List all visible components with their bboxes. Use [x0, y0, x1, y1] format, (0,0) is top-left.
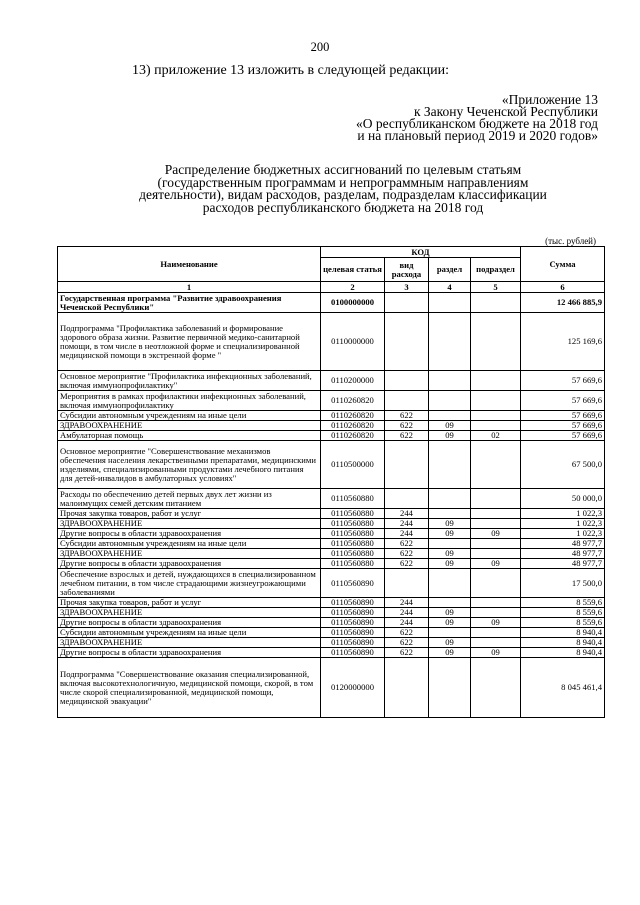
- column-number: 6: [521, 282, 605, 293]
- header-name: Наименование: [58, 247, 321, 282]
- row-subsection-cell: [471, 539, 521, 549]
- row-target-code-cell: 0110560890: [321, 628, 385, 638]
- row-target-code-cell: 0110560890: [321, 569, 385, 598]
- row-sum-cell: 8 940,4: [521, 648, 605, 658]
- row-subsection-cell: [471, 489, 521, 509]
- column-number: 2: [321, 282, 385, 293]
- row-subsection-cell: [471, 391, 521, 411]
- row-sum-cell: 8 559,6: [521, 618, 605, 628]
- row-section-cell: 09: [429, 549, 471, 559]
- column-number: 5: [471, 282, 521, 293]
- page-number: 200: [310, 40, 330, 54]
- heading-line: деятельности), видам расходов, разделам, подразделам классификации: [139, 187, 547, 202]
- row-expense-type-cell: 622: [385, 648, 429, 658]
- row-expense-type-cell: 244: [385, 519, 429, 529]
- row-name-cell: Расходы по обеспечению детей первых двух лет жизни из малоимущих семей детским питанием: [58, 489, 321, 509]
- row-target-code-cell: 0110560880: [321, 559, 385, 569]
- row-section-cell: 09: [429, 421, 471, 431]
- header-kod: КОД: [321, 247, 521, 258]
- row-section-cell: 09: [429, 559, 471, 569]
- row-section-cell: 09: [429, 519, 471, 529]
- row-target-code-cell: 0100000000: [321, 293, 385, 313]
- row-section-cell: [429, 489, 471, 509]
- row-sum-cell: 57 669,6: [521, 421, 605, 431]
- row-name-cell: Государственная программа "Развитие здравоохранения Чеченской Республики": [58, 293, 321, 313]
- row-name-cell: Другие вопросы в области здравоохранения: [58, 618, 321, 628]
- row-expense-type-cell: 622: [385, 411, 429, 421]
- row-subsection-cell: 09: [471, 559, 521, 569]
- row-sum-cell: 12 466 885,9: [521, 293, 605, 313]
- row-subsection-cell: [471, 598, 521, 608]
- row-subsection-cell: [471, 421, 521, 431]
- row-expense-type-cell: 622: [385, 431, 429, 441]
- header-target-article: целевая статья: [321, 258, 385, 282]
- row-target-code-cell: 0110560880: [321, 519, 385, 529]
- appendix-line: «Приложение 13: [501, 92, 598, 107]
- table-row: [58, 371, 605, 391]
- row-section-cell: [429, 391, 471, 411]
- row-name-cell: Другие вопросы в области здравоохранения: [58, 559, 321, 569]
- row-name-cell: Амбулаторная помощь: [58, 431, 321, 441]
- appendix-line: и на плановый период 2019 и 2020 годов»: [357, 128, 598, 143]
- row-expense-type-cell: [385, 489, 429, 509]
- row-expense-type-cell: [385, 441, 429, 489]
- table-row: [58, 638, 605, 648]
- row-expense-type-cell: 622: [385, 559, 429, 569]
- row-sum-cell: 1 022,3: [521, 519, 605, 529]
- row-sum-cell: 57 669,6: [521, 391, 605, 411]
- row-name-cell: ЗДРАВООХРАНЕНИЕ: [58, 608, 321, 618]
- row-name-cell: ЗДРАВООХРАНЕНИЕ: [58, 421, 321, 431]
- row-name-cell: Обеспечение взрослых и детей, нуждающихся в специализированном лечебном питании, в том числе страдающими жизнеугрожающими заболеваниями: [58, 569, 321, 598]
- row-section-cell: 09: [429, 431, 471, 441]
- table-row: [58, 628, 605, 638]
- row-target-code-cell: 0110260820: [321, 421, 385, 431]
- row-expense-type-cell: 622: [385, 628, 429, 638]
- table-row: [58, 519, 605, 529]
- row-subsection-cell: [471, 628, 521, 638]
- row-expense-type-cell: [385, 313, 429, 371]
- row-expense-type-cell: 244: [385, 529, 429, 539]
- table-row: [58, 559, 605, 569]
- row-section-cell: [429, 441, 471, 489]
- row-sum-cell: 125 169,6: [521, 313, 605, 371]
- table-row: [58, 509, 605, 519]
- row-expense-type-cell: 622: [385, 638, 429, 648]
- row-section-cell: 09: [429, 638, 471, 648]
- row-target-code-cell: 0110560880: [321, 529, 385, 539]
- table-row: [58, 421, 605, 431]
- heading-line: (государственным программам и непрограммным направлениям: [157, 174, 529, 190]
- row-target-code-cell: 0110500000: [321, 441, 385, 489]
- row-subsection-cell: [471, 658, 521, 718]
- table-row: [58, 598, 605, 608]
- row-name-cell: Субсидии автономным учреждениям на иные цели: [58, 539, 321, 549]
- row-target-code-cell: 0110560880: [321, 509, 385, 519]
- row-target-code-cell: 0110560890: [321, 638, 385, 648]
- row-subsection-cell: 09: [471, 648, 521, 658]
- row-expense-type-cell: 244: [385, 618, 429, 628]
- row-name-cell: Прочая закупка товаров, работ и услуг: [58, 598, 321, 608]
- row-name-cell: Основное мероприятие "Профилактика инфекционных заболеваний, включая иммунопрофилактику": [58, 371, 321, 391]
- header-subsection: подраздел: [471, 258, 521, 282]
- row-target-code-cell: 0110560880: [321, 539, 385, 549]
- row-expense-type-cell: [385, 569, 429, 598]
- row-subsection-cell: [471, 441, 521, 489]
- header-section: раздел: [429, 258, 471, 282]
- row-subsection-cell: [471, 569, 521, 598]
- table-row: [58, 539, 605, 549]
- row-target-code-cell: 0110560880: [321, 489, 385, 509]
- row-subsection-cell: [471, 411, 521, 421]
- row-sum-cell: 57 669,6: [521, 371, 605, 391]
- row-subsection-cell: [471, 519, 521, 529]
- row-expense-type-cell: 244: [385, 509, 429, 519]
- row-name-cell: Подпрограмма "Совершенствование оказания специализированной, включая высокотехнологичную, медицинской помощи, скорой, в том числе скорой специализированной, медицинской помощи, медицинской эвакуации": [58, 658, 321, 718]
- row-section-cell: [429, 509, 471, 519]
- table-row: [58, 569, 605, 598]
- row-sum-cell: 50 000,0: [521, 489, 605, 509]
- unit-note: (тыс. рублей): [545, 236, 596, 246]
- row-expense-type-cell: [385, 658, 429, 718]
- row-target-code-cell: 0110260820: [321, 411, 385, 421]
- row-subsection-cell: [471, 313, 521, 371]
- row-section-cell: [429, 598, 471, 608]
- row-name-cell: ЗДРАВООХРАНЕНИЕ: [58, 519, 321, 529]
- table-row: [58, 529, 605, 539]
- table-row: [58, 293, 605, 313]
- table-row: [58, 658, 605, 718]
- row-section-cell: [429, 539, 471, 549]
- table-body: [58, 293, 605, 718]
- row-target-code-cell: 0110560890: [321, 608, 385, 618]
- row-name-cell: ЗДРАВООХРАНЕНИЕ: [58, 638, 321, 648]
- row-expense-type-cell: [385, 371, 429, 391]
- header-expense-type: вид расхода: [385, 258, 429, 282]
- row-sum-cell: 48 977,7: [521, 549, 605, 559]
- row-subsection-cell: [471, 509, 521, 519]
- row-subsection-cell: [471, 638, 521, 648]
- row-expense-type-cell: 622: [385, 421, 429, 431]
- column-number: 3: [385, 282, 429, 293]
- row-section-cell: 09: [429, 529, 471, 539]
- table-row: [58, 618, 605, 628]
- row-sum-cell: 8 940,4: [521, 638, 605, 648]
- table-row: [58, 608, 605, 618]
- row-sum-cell: 1 022,3: [521, 529, 605, 539]
- row-subsection-cell: [471, 293, 521, 313]
- heading-line: Распределение бюджетных ассигнований по целевым статьям: [164, 162, 522, 177]
- row-section-cell: [429, 293, 471, 313]
- row-target-code-cell: 0110000000: [321, 313, 385, 371]
- row-expense-type-cell: 622: [385, 539, 429, 549]
- row-name-cell: Субсидии автономным учреждениям на иные цели: [58, 628, 321, 638]
- row-section-cell: [429, 371, 471, 391]
- row-expense-type-cell: 244: [385, 608, 429, 618]
- row-subsection-cell: 09: [471, 618, 521, 628]
- row-name-cell: Подпрограмма "Профилактика заболеваний и формирование здорового образа жизни. Развитие первичной медико-санитарной помощи, в том числе в неотложной форме и специализированной медицинской помощи в экстренной форме ": [58, 313, 321, 371]
- table-row: [58, 313, 605, 371]
- table-row: [58, 648, 605, 658]
- row-section-cell: 09: [429, 618, 471, 628]
- row-section-cell: 09: [429, 648, 471, 658]
- row-expense-type-cell: [385, 293, 429, 313]
- row-sum-cell: 17 500,0: [521, 569, 605, 598]
- appendix-reference: [356, 94, 598, 142]
- row-name-cell: Субсидии автономным учреждениям на иные цели: [58, 411, 321, 421]
- row-expense-type-cell: [385, 391, 429, 411]
- row-expense-type-cell: 244: [385, 598, 429, 608]
- row-section-cell: [429, 628, 471, 638]
- row-sum-cell: 48 977,7: [521, 559, 605, 569]
- table-row: [58, 489, 605, 509]
- appendix-line: «О республиканском бюджете на 2018 год: [355, 116, 598, 131]
- row-name-cell: Другие вопросы в области здравоохранения: [58, 648, 321, 658]
- amendment-instruction: 13) приложение 13 изложить в следующей редакции:: [132, 63, 449, 78]
- table-row: [58, 441, 605, 489]
- row-target-code-cell: 0120000000: [321, 658, 385, 718]
- row-sum-cell: 1 022,3: [521, 509, 605, 519]
- row-target-code-cell: 0110200000: [321, 371, 385, 391]
- header-sum: Сумма: [521, 247, 605, 282]
- row-name-cell: Прочая закупка товаров, работ и услуг: [58, 509, 321, 519]
- row-name-cell: Мероприятия в рамках профилактики инфекционных заболеваний, включая иммунопрофилактику: [58, 391, 321, 411]
- table-row: [58, 411, 605, 421]
- table-row: [58, 391, 605, 411]
- row-name-cell: Другие вопросы в области здравоохранения: [58, 529, 321, 539]
- column-number: 1: [58, 282, 321, 293]
- row-sum-cell: 8 045 461,4: [521, 658, 605, 718]
- row-section-cell: [429, 658, 471, 718]
- row-sum-cell: 8 940,4: [521, 628, 605, 638]
- row-subsection-cell: 02: [471, 431, 521, 441]
- row-sum-cell: 57 669,6: [521, 431, 605, 441]
- row-target-code-cell: 0110260820: [321, 431, 385, 441]
- row-target-code-cell: 0110560890: [321, 618, 385, 628]
- row-expense-type-cell: 622: [385, 549, 429, 559]
- row-target-code-cell: 0110560890: [321, 598, 385, 608]
- row-sum-cell: 57 669,6: [521, 411, 605, 421]
- row-subsection-cell: [471, 371, 521, 391]
- table-row: [58, 549, 605, 559]
- row-name-cell: Основное мероприятие "Совершенствование механизмов обеспечения населения лекарственными препаратами, медицинскими изделиями, специализированными продуктами лечебного питания для детей-инвалидов в амбулаторных условиях": [58, 441, 321, 489]
- row-name-cell: ЗДРАВООХРАНЕНИЕ: [58, 549, 321, 559]
- row-sum-cell: 8 559,6: [521, 598, 605, 608]
- row-sum-cell: 48 977,7: [521, 539, 605, 549]
- row-sum-cell: 8 559,6: [521, 608, 605, 618]
- column-number: 4: [429, 282, 471, 293]
- row-section-cell: [429, 569, 471, 598]
- row-subsection-cell: 09: [471, 529, 521, 539]
- row-target-code-cell: 0110560890: [321, 648, 385, 658]
- document-heading: [118, 164, 568, 214]
- appendix-line: к Закону Чеченской Республики: [413, 104, 598, 119]
- row-subsection-cell: [471, 608, 521, 618]
- table-row: [58, 431, 605, 441]
- row-sum-cell: 67 500,0: [521, 441, 605, 489]
- row-subsection-cell: [471, 549, 521, 559]
- row-target-code-cell: 0110260820: [321, 391, 385, 411]
- budget-allocation-table: [57, 246, 605, 718]
- row-section-cell: [429, 313, 471, 371]
- heading-line: расходов республиканского бюджета на 2018 год: [202, 199, 484, 215]
- row-section-cell: 09: [429, 608, 471, 618]
- row-target-code-cell: 0110560880: [321, 549, 385, 559]
- row-section-cell: [429, 411, 471, 421]
